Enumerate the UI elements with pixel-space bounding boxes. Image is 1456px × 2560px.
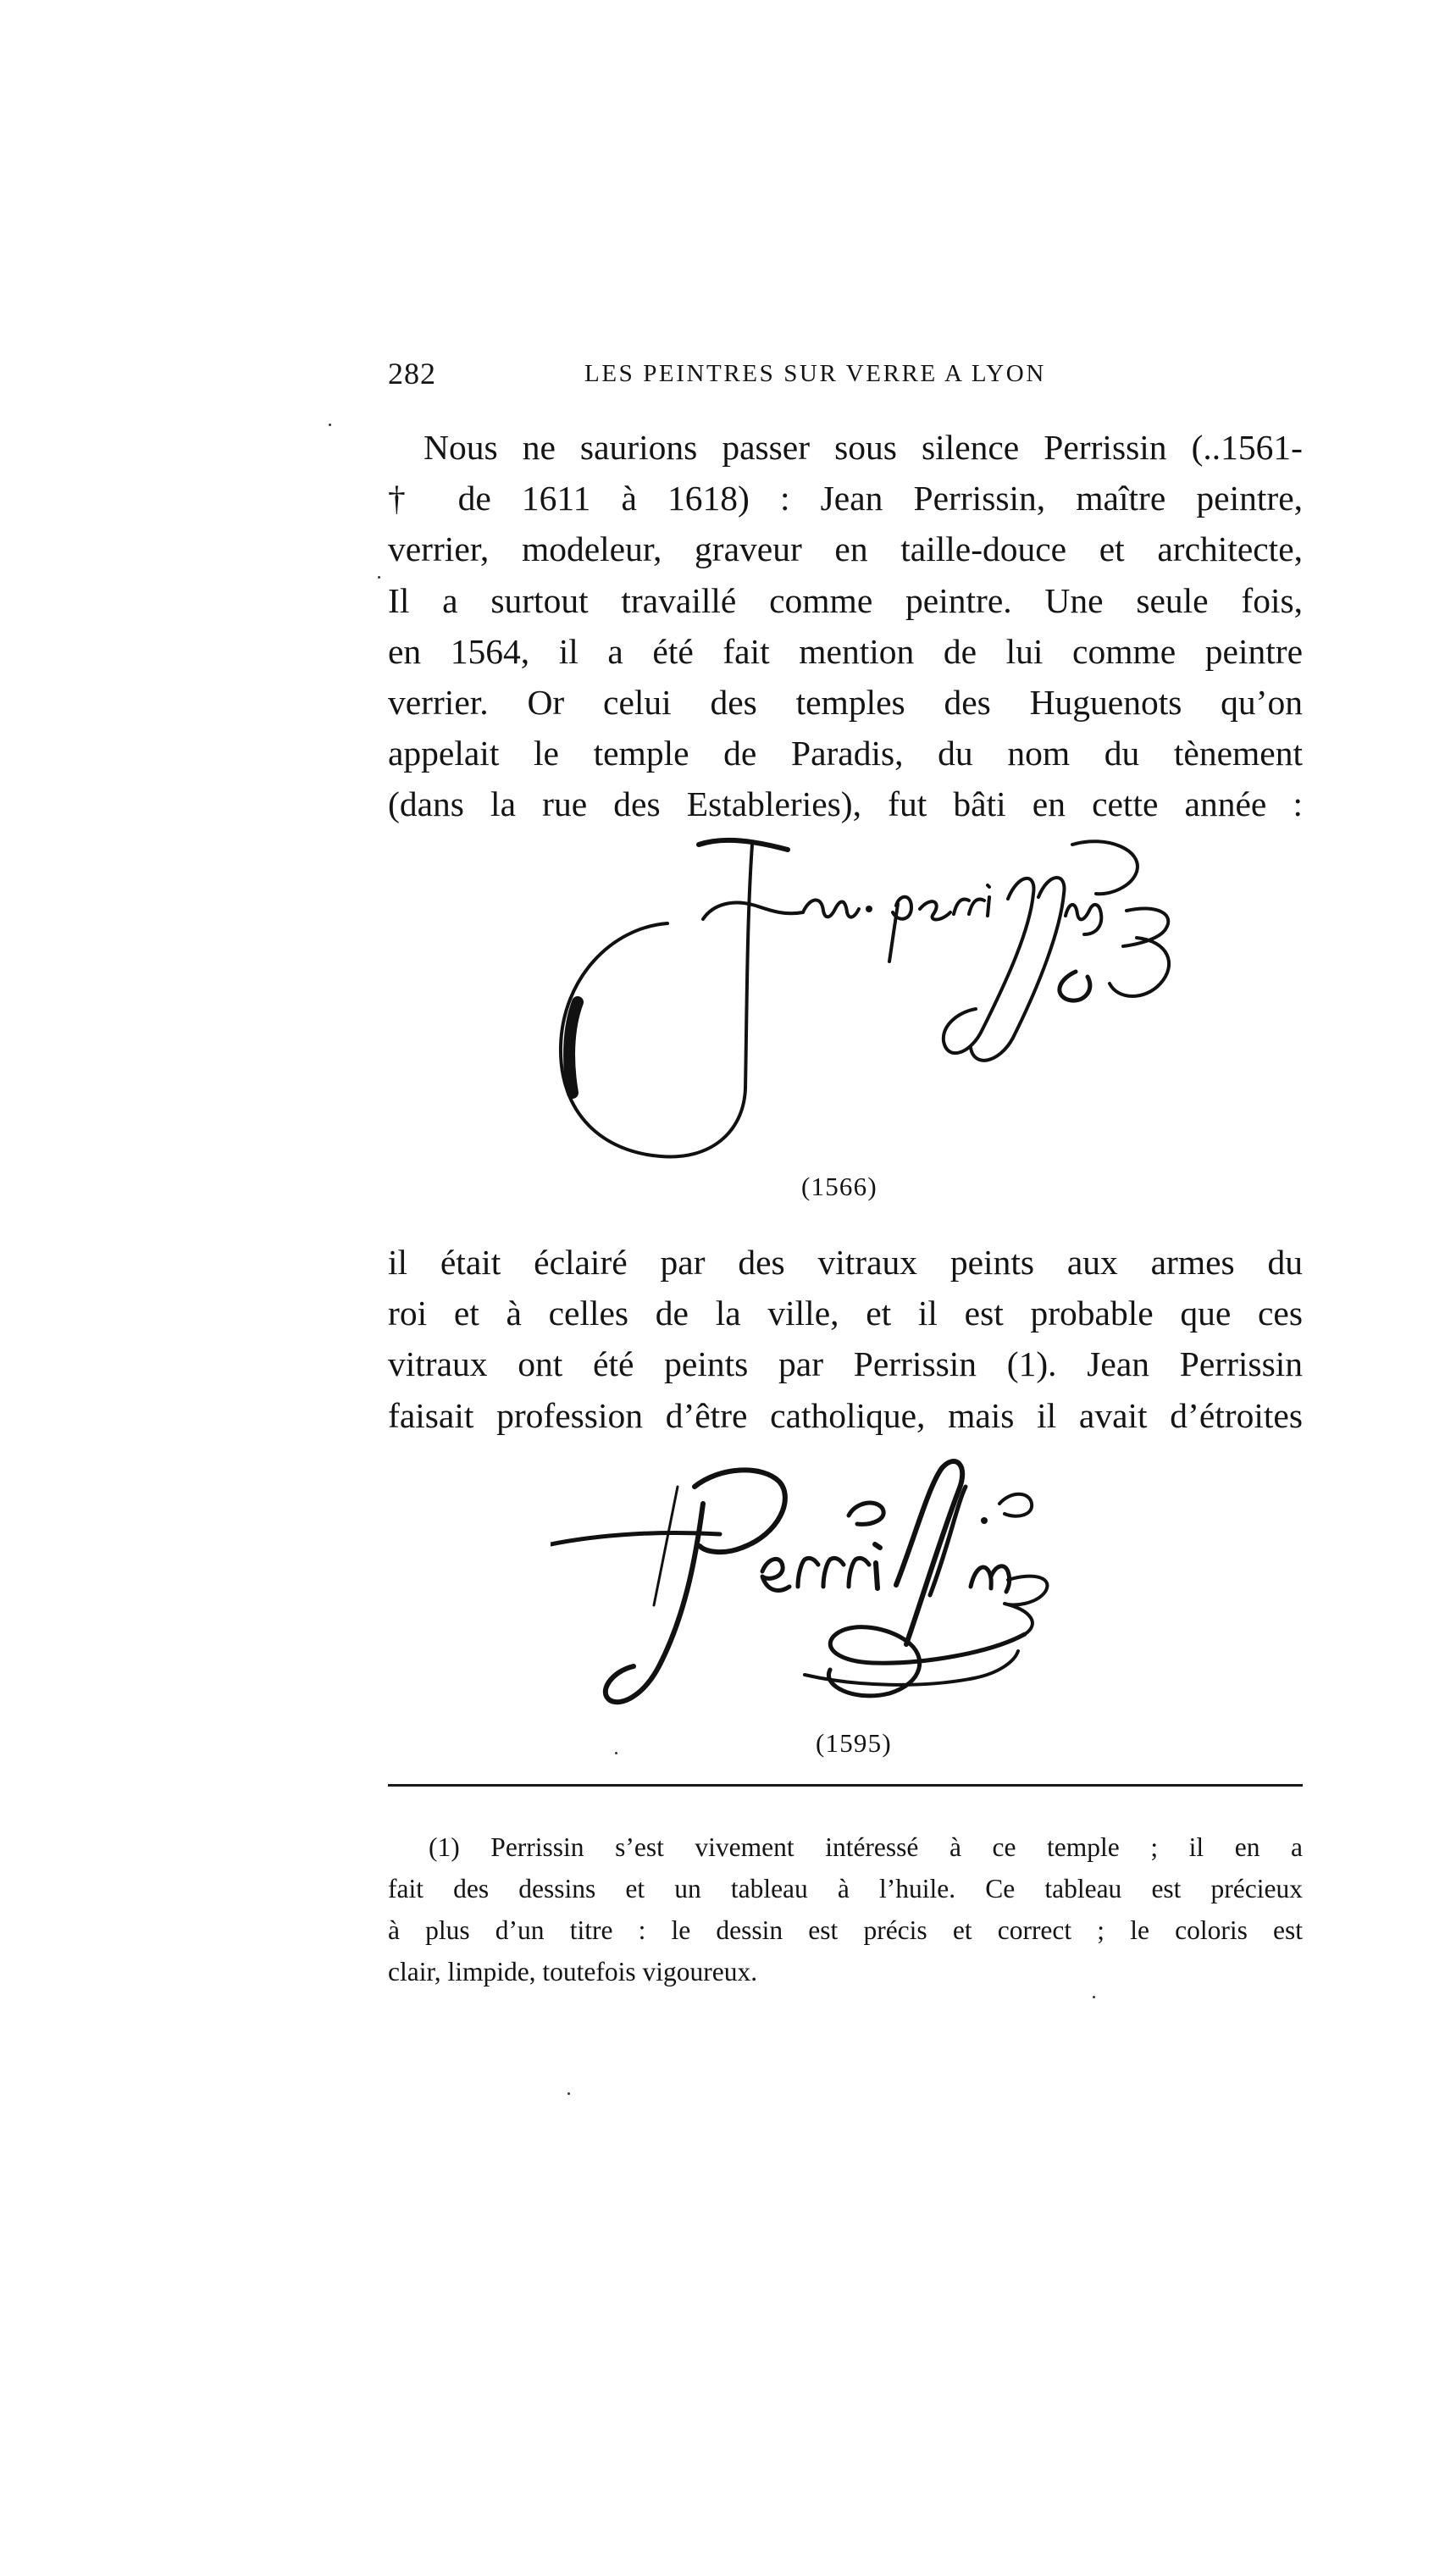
text-line: verrier. Or celui des temples des Huguenots qu’on [388,683,1303,723]
text-line: il était éclairé par des vitraux peints aux armes du [388,1243,1303,1282]
paragraph-vitraux [388,1237,1303,1441]
signature-drawing [551,1453,1110,1711]
page-number: 282 [388,357,436,391]
text-line: roi et à celles de la ville, et il est probable que ces [388,1294,1303,1333]
footnote-line: (1) Perrissin s’est vivement intéressé à ce temple ; il en a [429,1832,1303,1862]
text-line: appelait le temple de Paradis, du nom du tènement [388,734,1303,773]
text-line: Nous ne saurions passer sous silence Perrissin (..1561- [424,428,1303,467]
scan-speck [1093,1996,1095,1998]
footnote-divider [388,1784,1303,1787]
running-header [388,356,1135,398]
footnote-line: fait des dessins et un tableau à l’huile. Ce tableau est précieux [388,1874,1303,1903]
signature-jan-perrissin-1566 [534,834,1177,1169]
text-line: verrier, modeleur, graveur en taille-douce et architecte, [388,529,1303,569]
signature-drawing [534,834,1177,1169]
text-line: faisait profession d’être catholique, mais il avait d’étroites [388,1395,1303,1435]
running-title: LES PEINTRES SUR VERRE A LYON [584,360,1046,387]
text-line: Il a surtout travaillé comme peintre. Une seule fois, [388,580,1303,620]
text-line: (dans la rue des Estableries), fut bâti en cette année : [388,784,1303,824]
text-line: en 1564, il a été fait mention de lui comme peintre [388,631,1303,671]
scan-speck [378,576,380,579]
footnote-line: à plus d’un titre : le dessin est précis et correct ; le coloris est [388,1915,1303,1945]
scan-speck [567,2092,570,2095]
signature-perrissin-1595 [551,1453,1110,1711]
scan-speck [615,1752,617,1754]
signature-caption-1566: (1566) [801,1172,877,1201]
text-line: † de 1611 à 1618) : Jean Perrissin, maître peintre, [388,479,1303,518]
paragraph-perrissin-intro [388,422,1303,830]
scan-speck [329,424,331,426]
signature-caption-1595: (1595) [816,1728,892,1758]
footnote-line: clair, limpide, toutefois vigoureux. [388,1957,758,1986]
text-line: vitraux ont été peints par Perrissin (1). Jean Perrissin [388,1344,1303,1384]
footnote [388,1826,1303,1992]
